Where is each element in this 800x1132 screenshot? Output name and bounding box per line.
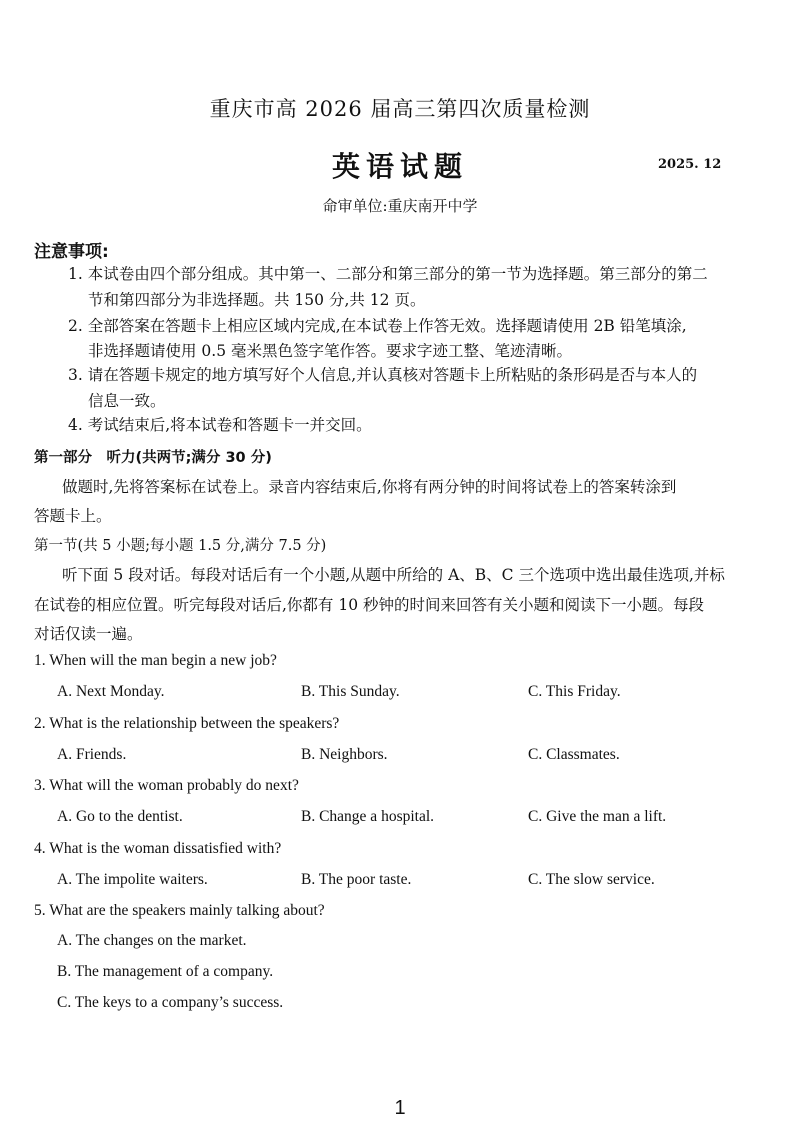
- compiling-unit: 命审单位:重庆南开中学: [322, 197, 478, 215]
- notice-line: 信息一致。: [88, 392, 166, 410]
- subject-title: 英语试题: [331, 150, 468, 183]
- option-c: C. The slow service.: [528, 871, 655, 888]
- exam-date: 2025. 12: [658, 157, 722, 172]
- exam-title: 重庆市高 2026 届高三第四次质量检测: [209, 97, 591, 121]
- option-c: C. This Friday.: [528, 683, 621, 700]
- option-c: C. The keys to a company’s success.: [57, 994, 284, 1011]
- notice-line: 4. 考试结束后,将本试卷和答题卡一并交回。: [68, 416, 372, 434]
- option-c: C. Classmates.: [528, 746, 620, 763]
- notice-heading: 注意事项:: [34, 242, 109, 262]
- question-stem: 4. What is the woman dissatisfied with?: [34, 840, 282, 857]
- section1-intro-line: 听下面 5 段对话。每段对话后有一个小题,从题中所给的 A、B、C 三个选项中选出最佳选项,并标: [62, 566, 725, 584]
- option-b: B. This Sunday.: [301, 683, 400, 700]
- notice-line: 1. 本试卷由四个部分组成。其中第一、二部分和第三部分的第一节为选择题。第三部分的第二: [68, 265, 708, 283]
- notice-line: 非选择题请使用 0.5 毫米黑色签字笔作答。要求字迹工整、笔迹清晰。: [88, 342, 573, 360]
- part1-intro-line: 做题时,先将答案标在试卷上。录音内容结束后,你将有两分钟的时间将试卷上的答案转涂到: [62, 478, 677, 496]
- notice-line: 2. 全部答案在答题卡上相应区域内完成,在本试卷上作答无效。选择题请使用 2B 铅笔填涂,: [68, 317, 687, 335]
- part1-heading: 第一部分 听力(共两节;满分 30 分): [34, 450, 272, 466]
- question-stem: 1. When will the man begin a new job?: [34, 652, 277, 669]
- part1-intro-line: 答题卡上。: [34, 507, 112, 525]
- option-a: A. The changes on the market.: [57, 932, 247, 949]
- section1-intro-line: 对话仅读一遍。: [34, 625, 143, 643]
- notice-line: 节和第四部分为非选择题。共 150 分,共 12 页。: [88, 291, 426, 309]
- option-b: B. Change a hospital.: [301, 808, 435, 825]
- option-c: C. Give the man a lift.: [528, 808, 667, 825]
- question-stem: 3. What will the woman probably do next?: [34, 777, 299, 794]
- section1-heading: 第一节(共 5 小题;每小题 1.5 分,满分 7.5 分): [34, 538, 327, 554]
- notice-line: 3. 请在答题卡规定的地方填写好个人信息,并认真核对答题卡上所粘贴的条形码是否与本人的: [68, 366, 698, 384]
- option-a: A. Next Monday.: [57, 683, 165, 700]
- option-b: B. The poor taste.: [301, 871, 412, 888]
- option-a: A. Friends.: [57, 746, 127, 763]
- option-b: B. The management of a company.: [57, 963, 274, 980]
- page-number: 1: [394, 1097, 406, 1119]
- option-b: B. Neighbors.: [301, 746, 388, 763]
- question-stem: 2. What is the relationship between the speakers?: [34, 715, 340, 732]
- option-a: A. Go to the dentist.: [57, 808, 183, 825]
- section1-intro-line: 在试卷的相应位置。听完每段对话后,你都有 10 秒钟的时间来回答有关小题和阅读下一小题。每段: [34, 596, 705, 614]
- option-a: A. The impolite waiters.: [57, 871, 208, 888]
- question-stem: 5. What are the speakers mainly talking about?: [34, 902, 325, 919]
